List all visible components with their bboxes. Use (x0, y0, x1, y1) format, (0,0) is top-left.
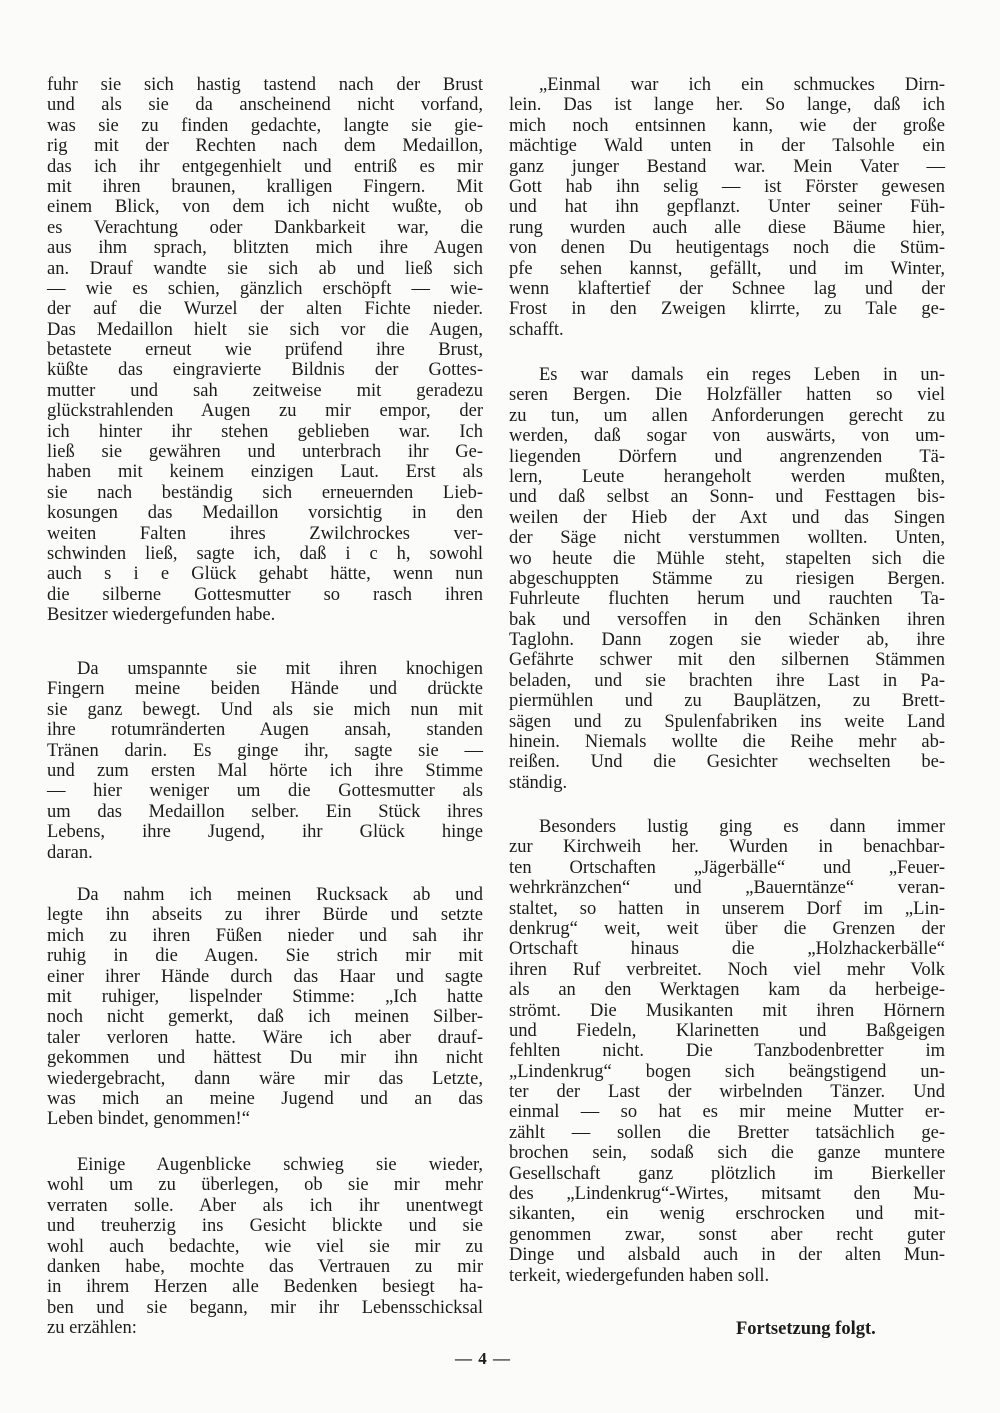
text-line: Frost in den Zweigen klirrte, zu Tale ge- (509, 299, 945, 320)
paragraph (509, 365, 945, 793)
text-line: Fingern meine beiden Hände und drückte (47, 679, 483, 700)
text-line: legte ihn abseits zu ihrer Bürde und setzte (47, 905, 483, 926)
text-line: glückstrahlenden Augen zu mir empor, der (47, 401, 483, 422)
text-line: Taglohn. Dann zogen sie wieder ab, ihre (509, 630, 945, 651)
text-line: hinein. Niemals wollte die Reihe mehr ab- (509, 732, 945, 753)
text-line: mit ruhiger, lispelnder Stimme: „Ich hatte (47, 986, 483, 1007)
text-line: Das Medaillon hielt sie sich vor die Augen, (47, 319, 483, 340)
text-line: beladen, und sie brachten ihre Last in Pa- (509, 670, 945, 691)
paragraph (47, 75, 483, 626)
text-line: das ich ihr entgegenhielt und entriß es mir (47, 156, 483, 177)
text-line: Da nahm ich meinen Rucksack ab und (77, 885, 483, 905)
text-line: und hat ihn gepflanzt. Unter seiner Füh- (509, 197, 945, 218)
text-line: haben mit keinem einzigen Laut. Erst als (47, 462, 483, 483)
text-line: „Einmal war ich ein schmuckes Dirn- (539, 75, 945, 95)
text-line: Da umspannte sie mit ihren knochigen (77, 659, 483, 679)
text-line: — hier weniger um die Gottesmutter als (47, 781, 483, 802)
text-line: Gefährte schwer mit den silbernen Stämmen (509, 650, 945, 671)
text-line: schwinden ließ, sagte ich, daß i c h, sowohl (47, 543, 483, 564)
page-number: — 4 — (455, 1349, 511, 1368)
text-line: der Säge nicht verstummen wollten. Unten, (509, 528, 945, 549)
text-line: aus ihm sprach, blitzten mich ihre Augen (47, 238, 483, 259)
text-line: rig mit der Rechten nach dem Medaillon, (47, 136, 483, 157)
text-line: lern, Leute herangeholt werden mußten, (509, 466, 945, 487)
text-line: wohl auch bedachte, wie viel sie mir zu (47, 1236, 483, 1257)
text-line: Lebens, ihre Jugend, ihr Glück hinge (47, 822, 483, 843)
text-line: fehlten nicht. Die Tanzbodenbretter im (509, 1041, 945, 1062)
text-line: mich zu ihren Füßen nieder und sah ihr (47, 925, 483, 946)
text-line: mutter und sah zeitweise mit geradezu (47, 380, 483, 401)
text-line: sie nach beständig sich erneuernden Lieb- (47, 482, 483, 503)
text-line: ter der Last der wirbelnden Tänzer. Und (509, 1082, 945, 1103)
text-line: Einige Augenblicke schwieg sie wieder, (77, 1155, 483, 1175)
text-line: zu tun, um allen Anforderungen gerecht zu (509, 405, 945, 426)
text-line: und zum ersten Mal hörte ich ihre Stimme (47, 760, 483, 781)
text-line: denkrug“ weit, weit über die Grenzen der (509, 918, 945, 939)
text-line: genommen zwar, sonst aber recht guter (509, 1224, 945, 1245)
text-line: abgeschuppten Stämme zu riesigen Bergen. (509, 568, 945, 589)
text-line: schafft. (509, 319, 564, 340)
text-line: danken habe, mochte das Vertrauen zu mir (47, 1256, 483, 1277)
text-line: in ihrem Herzen alle Bedenken besiegt ha- (47, 1277, 483, 1298)
text-line: was sie zu finden gedachte, langte sie gie- (47, 115, 483, 136)
text-line: ihren Ruf verbreitet. Noch viel mehr Volk (509, 959, 945, 980)
text-line: piermühlen und zu Bauplätzen, zu Brett- (509, 691, 945, 712)
text-line: als an den Werktagen kam da herbeige- (509, 980, 945, 1001)
text-line: wehrkränzchen“ und „Bauerntänze“ veran- (509, 878, 945, 899)
text-line: gekommen und hättest Du mir ihn nicht (47, 1048, 483, 1069)
text-line: werden, daß sogar von auswärts, von um- (509, 426, 945, 447)
text-line: der auf die Wurzel der alten Fichte nieder. (47, 299, 483, 320)
text-line: einem Blick, von dem ich nicht wußte, ob (47, 197, 483, 218)
text-line: und als sie da anscheinend nicht vorfand, (47, 95, 483, 116)
paragraph (47, 885, 483, 1130)
text-line: einer ihrer Hände durch das Haar und sagte (47, 966, 483, 987)
continuation-note: Fortsetzung folgt. (736, 1319, 876, 1339)
text-line: strömt. Die Musikanten mit ihren Hörnern (509, 1000, 945, 1021)
text-line: mit ihren braunen, kralligen Fingern. Mit (47, 176, 483, 197)
text-line: und daß selbst an Sonn- und Festtagen bis- (509, 487, 945, 508)
text-line: weilen der Hieb der Axt und das Singen (509, 507, 945, 528)
text-line: Dinge und alsbald auch in der alten Mun- (509, 1245, 945, 1266)
text-line: Besitzer wiedergefunden habe. (47, 605, 276, 626)
text-line: brochen sein, sodaß sich die ganze muntere (509, 1143, 945, 1164)
text-line: zählt — sollen die Bretter tatsächlich ge- (509, 1122, 945, 1143)
text-line: ten Ortschaften „Jägerbälle“ und „Feuer- (509, 857, 945, 878)
text-line: Fuhrleute fluchten herum und rauchten Ta- (509, 589, 945, 610)
text-line: was mich an meine Jugend und an das (47, 1088, 483, 1109)
text-line: die silberne Gottesmutter so rasch ihren (47, 584, 483, 605)
text-line: einmal — so hat es mir meine Mutter er- (509, 1102, 945, 1123)
text-line: Gesellschaft ganz plötzlich im Bierkeller (509, 1163, 945, 1184)
paragraph (47, 1155, 483, 1339)
text-line: sikanten, ein wenig erschrocken und mit- (509, 1204, 945, 1225)
text-line: Besonders lustig ging es dann immer (539, 817, 945, 837)
text-line: wo heute die Mühle steht, stapelten sich die (509, 548, 945, 569)
text-line: wiedergebracht, dann wäre mir das Letzte, (47, 1068, 483, 1089)
text-line: von denen Du heutigentags noch die Stüm- (509, 238, 945, 259)
text-line: mächtige Wald unten in der Talsohle ein (509, 136, 945, 157)
text-line: und treuherzig ins Gesicht blickte und sie (47, 1216, 483, 1237)
text-line: wohl um zu überlegen, ob sie mir mehr (47, 1175, 483, 1196)
text-line: ständig. (509, 772, 568, 793)
text-line: Es war damals ein reges Leben in un- (539, 365, 945, 385)
text-line: ließ sie gewähren und unterbrach ihr Ge- (47, 442, 483, 463)
text-line: fuhr sie sich hastig tastend nach der Brust (47, 75, 483, 95)
text-line: auch s i e Glück gehabt hätte, wenn nun (47, 564, 483, 585)
text-line: wenn klaftertief der Schnee lag und der (509, 278, 945, 299)
text-line: terkeit, wiedergefunden haben soll. (509, 1265, 770, 1286)
paragraph (47, 659, 483, 863)
text-line: kosungen das Medaillon vorsichtig in den (47, 503, 483, 524)
text-line: zu erzählen: (47, 1318, 137, 1339)
text-line: sie ganz bewegt. Und als sie mich nun mit (47, 699, 483, 720)
text-line: bak und versoffen in den Schänken ihren (509, 609, 945, 630)
text-line: liegenden Dörfern und angrenzenden Tä- (509, 446, 945, 467)
text-line: ganz junger Bestand war. Mein Vater — (509, 156, 945, 177)
text-line: Tränen darin. Es ginge ihr, sagte sie — (47, 740, 483, 761)
text-line: zur Kirchweih her. Wurden in benachbar- (509, 837, 945, 858)
text-line: reißen. Und die Gesichter wechselten be- (509, 752, 945, 773)
text-line: ruhig in die Augen. Sie strich mir mit (47, 946, 483, 967)
text-line: sägen und zu Spulenfabriken ins weite Land (509, 711, 945, 732)
text-line: des „Lindenkrug“-Wirtes, mitsamt den Mu- (509, 1184, 945, 1205)
text-line: ich hinter ihr stehen geblieben war. Ich (47, 421, 483, 442)
text-line: ihre rotumränderten Augen ansah, standen (47, 720, 483, 741)
paragraph (509, 817, 945, 1286)
text-line: Ortschaft hinaus die „Holzhackerbälle“ (509, 939, 945, 960)
text-line: noch nicht gemerkt, daß ich meinen Silber- (47, 1007, 483, 1028)
text-line: pfe sehen kannst, gefällt, und im Winter, (509, 258, 945, 279)
text-line: und Fiedeln, Klarinetten und Baßgeigen (509, 1020, 945, 1041)
text-line: „Lindenkrug“ bogen sich beängstigend un- (509, 1061, 945, 1082)
text-line: daran. (47, 842, 93, 863)
text-line: rung wurden auch alle diese Bäume hier, (509, 217, 945, 238)
text-line: taler verloren hatte. Wäre ich aber drauf- (47, 1027, 483, 1048)
text-line: verraten solle. Aber als ich ihr unentwegt (47, 1195, 483, 1216)
text-line: — wie es schien, gänzlich erschöpft — wie- (47, 278, 483, 299)
text-line: mich noch entsinnen kann, wie der große (509, 115, 945, 136)
text-line: küßte das eingravierte Bildnis der Gottes- (47, 360, 483, 381)
paragraph (509, 75, 945, 340)
text-line: staltet, so hatten in unserem Dorf im „Lin- (509, 898, 945, 919)
text-line: Gott hab ihn selig — ist Förster gewesen (509, 176, 945, 197)
text-line: lein. Das ist lange her. So lange, daß ich (509, 95, 945, 116)
text-line: seren Bergen. Die Holzfäller hatten so viel (509, 385, 945, 406)
text-line: ben und sie begann, mir ihr Lebensschicksal (47, 1297, 483, 1318)
text-line: betastete erneut wie prüfend ihre Brust, (47, 340, 483, 361)
text-line: weiten Falten ihres Zwilchrockes ver- (47, 523, 483, 544)
text-line: Leben bindet, genommen!“ (47, 1109, 250, 1130)
text-line: an. Drauf wandte sie sich ab und ließ sich (47, 258, 483, 279)
text-line: es Verachtung oder Dankbarkeit war, die (47, 217, 483, 238)
text-line: um das Medaillon selber. Ein Stück ihres (47, 801, 483, 822)
